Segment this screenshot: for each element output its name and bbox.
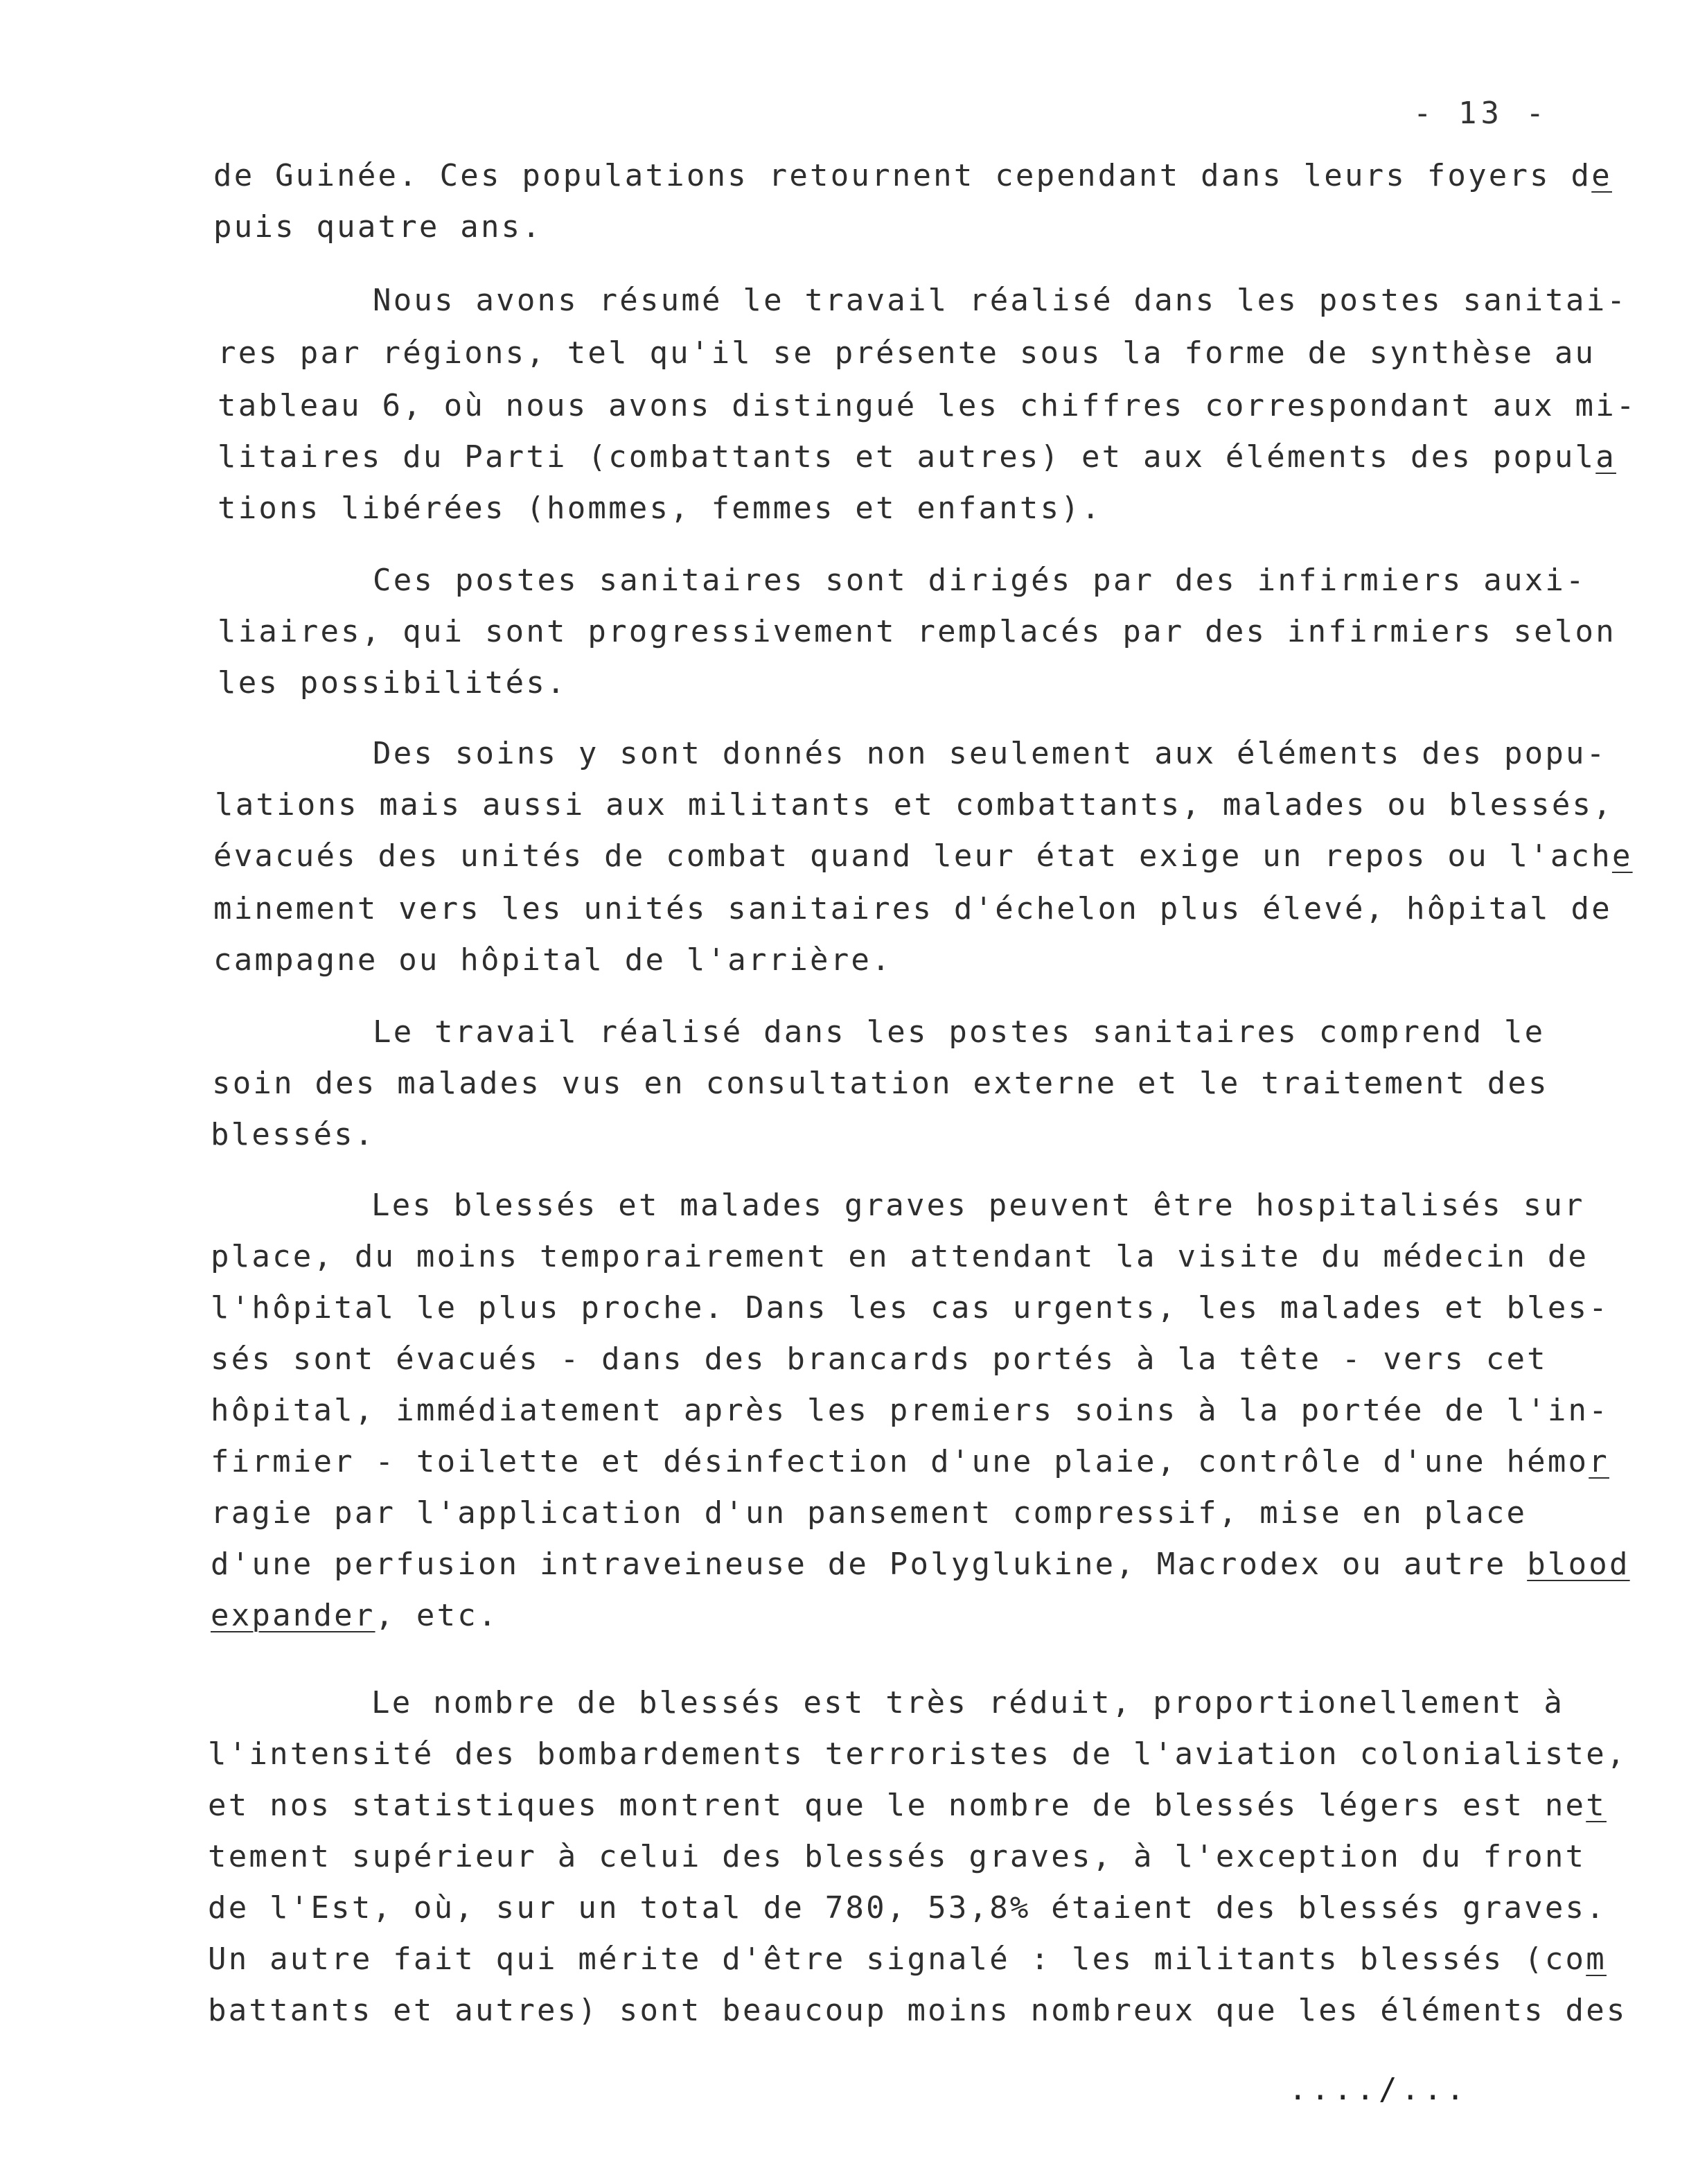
text-line: hôpital, immédiatement après les premiers soins à la portée de l'in- [211, 1393, 1609, 1428]
text-line: blessés. [211, 1117, 375, 1152]
page-number: - 13 - [1413, 96, 1548, 131]
text-line: Ces postes sanitaires sont dirigés par des infirmiers auxi- [373, 563, 1586, 598]
text-line: res par régions, tel qu'il se présente sous la forme de synthèse au [218, 335, 1596, 371]
text-line: de Guinée. Ces populations retournent cependant dans leurs foyers de [213, 158, 1612, 193]
text-line: et nos statistiques montrent que le nombre de blessés légers est net [208, 1788, 1607, 1823]
text-line: l'intensité des bombardements terroristes de l'aviation colonialiste, [208, 1736, 1627, 1772]
continuation-mark: ..../... [1289, 2072, 1469, 2107]
text-line: puis quatre ans. [213, 209, 543, 245]
text-line: évacués des unités de combat quand leur état exige un repos ou l'ache [213, 838, 1633, 874]
text-line: litaires du Parti (combattants et autres) et aux éléments des popula [218, 439, 1616, 475]
text-line: tions libérées (hommes, femmes et enfants). [218, 491, 1102, 526]
text-line: lations mais aussi aux militants et combattants, malades ou blessés, [215, 787, 1613, 822]
text-line: Le travail réalisé dans les postes sanitaires comprend le [373, 1014, 1546, 1050]
text-line: place, du moins temporairement en attendant la visite du médecin de [211, 1239, 1589, 1274]
text-line: tableau 6, où nous avons distingué les chiffres correspondant aux mi- [218, 388, 1637, 423]
text-line: ragie par l'application d'un pansement compressif, mise en place [211, 1495, 1528, 1531]
text-line: battants et autres) sont beaucoup moins nombreux que les éléments des [208, 1993, 1627, 2028]
text-line: expander, etc. [211, 1598, 499, 1633]
text-line: firmier - toilette et désinfection d'une plaie, contrôle d'une hémor [211, 1444, 1609, 1479]
text-line: Nous avons résumé le travail réalisé dans les postes sanitai- [373, 283, 1628, 318]
text-line: liaires, qui sont progressivement remplacés par des infirmiers selon [218, 614, 1616, 649]
text-line: Le nombre de blessés est très réduit, proportionellement à [371, 1685, 1565, 1720]
text-line: campagne ou hôpital de l'arrière. [213, 942, 892, 978]
text-line: Les blessés et malades graves peuvent être hospitalisés sur [371, 1188, 1585, 1223]
text-line: l'hôpital le plus proche. Dans les cas urgents, les malades et bles- [211, 1290, 1609, 1326]
text-line: minement vers les unités sanitaires d'échelon plus élevé, hôpital de [213, 891, 1612, 926]
text-line: tement supérieur à celui des blessés graves, à l'exception du front [208, 1839, 1586, 1874]
text-line: soin des malades vus en consultation externe et le traitement des [212, 1066, 1549, 1101]
text-line: Un autre fait qui mérite d'être signalé : les militants blessés (com [208, 1941, 1607, 1977]
text-line: de l'Est, où, sur un total de 780, 53,8% étaient des blessés graves. [208, 1890, 1607, 1926]
text-line: sés sont évacués - dans des brancards portés à la tête - vers cet [211, 1341, 1548, 1377]
text-line: d'une perfusion intraveineuse de Polyglukine, Macrodex ou autre blood [211, 1547, 1630, 1582]
text-line: les possibilités. [218, 665, 567, 701]
text-line: Des soins y sont donnés non seulement aux éléments des popu- [373, 736, 1607, 771]
